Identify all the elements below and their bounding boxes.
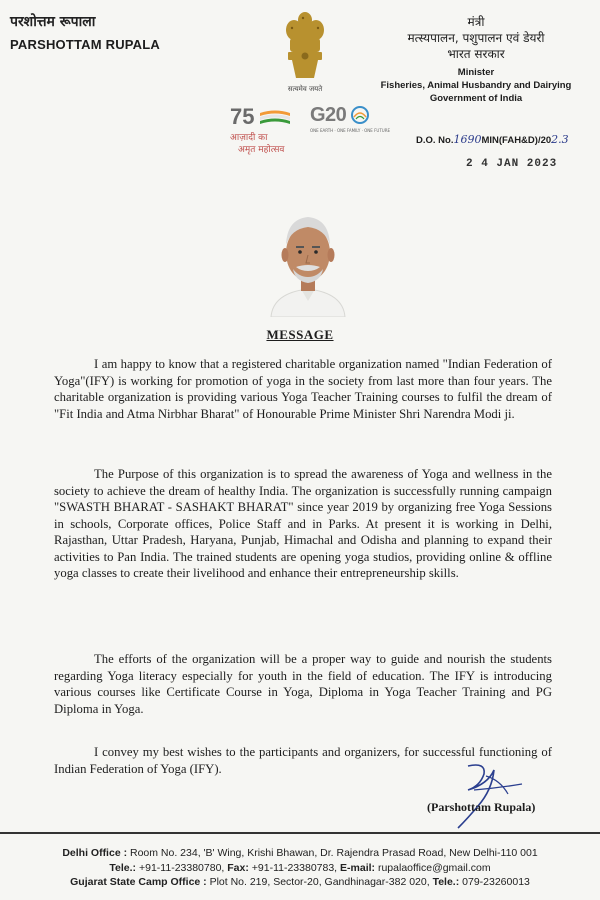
lotus-globe-icon <box>350 105 370 125</box>
national-emblem <box>276 8 334 98</box>
lion-capital-icon <box>282 8 328 84</box>
title-hindi: मंत्री <box>467 15 485 29</box>
minister-name-block <box>10 12 160 52</box>
g20-logo <box>310 104 390 154</box>
ministry-block <box>366 14 586 105</box>
message-paragraph-3: The efforts of the organization will be a proper way to guide and nourish the students regarding Yoga literacy especially for youth in the field of education. The IFY is introducing various courses like Certificate Course in Yoga, Diploma in Yoga Teacher Training and PG Diploma in Yoga. <box>54 652 552 716</box>
message-paragraph-4: I convey my best wishes to the participants and organizers, for successful functioning of Indian Federation of Yoga (IFY). <box>54 745 552 776</box>
footer-divider <box>0 832 600 834</box>
azadi-line-1: आज़ादी का <box>230 133 268 143</box>
do-number-line: D.O. No.1690MIN(FAH&D)/202.3 <box>416 133 569 146</box>
do-year-handwritten: 2.3 <box>551 133 569 146</box>
minister-name-hindi: परशोत्तम रूपाला <box>10 14 96 30</box>
govt-english: Government of India <box>429 93 523 104</box>
azadi-ka-amrit-mahotsav-logo <box>226 104 306 154</box>
g20-text: G20 <box>310 104 347 126</box>
azadi-number: 75 <box>230 104 255 129</box>
tricolour-flag-icon <box>260 110 290 126</box>
message-paragraph-2: The Purpose of this organization is to spread the awareness of Yoga and wellness in the society to achieve the dream of healthy India. The organization is successfully running campaign "SWASTH BHARAT - SASHAKT BHARAT" since year 2019 by organizing free Yoga Sessions in schools, Corporate offices, Police Staff and in Parks. At present it is working in Delhi, Rajasthan, Uttar Pradesh, Haryana, Punjab, Himachal and Odisha and planning to expand their activities to Pan India. The trained students are opening yoga studios, providing online & offline yoga classes to create their livelihood and enhance their entrepreneurship skills. <box>54 467 552 580</box>
ministry-hindi: मत्स्यपालन, पशुपालन एवं डेयरी <box>407 31 545 45</box>
azadi-line-2: अमृत महोत्सव <box>238 145 285 155</box>
minister-portrait <box>263 205 353 317</box>
ministry-english: Fisheries, Animal Husbandry and Dairying <box>380 80 572 91</box>
delhi-office-line: Delhi Office : Room No. 234, 'B' Wing, Krishi Bhawan, Dr. Rajendra Prasad Road, New Delhi-110 001 <box>62 847 538 859</box>
govt-hindi: भारत सरकार <box>447 47 505 61</box>
message-paragraph-1: I am happy to know that a registered charitable organization named "Indian Federation of Yoga"(IFY) is working for promotion of yoga in the society from last more than four years. The charitable organization is providing various Yoga Teacher Training courses to fulfil the dream of "Fit India and Atma Nirbhar Bharat" of Honourable Prime Minister Shri Narendra Modi ji. <box>54 357 552 421</box>
minister-name-english: PARSHOTTAM RUPALA <box>10 37 160 52</box>
handwritten-signature <box>438 760 528 830</box>
signatory-name: (Parshottam Rupala) <box>427 800 536 814</box>
contact-line: Tele.: +91-11-23380780, Fax: +91-11-23380783, E-mail: rupalaoffice@gmail.com <box>109 861 491 874</box>
date-stamp: 2 4 JAN 2023 <box>466 158 558 170</box>
g20-tagline: ONE EARTH · ONE FAMILY · ONE FUTURE <box>310 128 390 133</box>
gujarat-office-line: Gujarat State Camp Office : Plot No. 219, Sector-20, Gandhinagar-382 020, Tele.: 079-23260013 <box>70 876 530 888</box>
footer-address-block <box>0 846 600 890</box>
title-english: Minister <box>457 67 495 78</box>
message-title: MESSAGE <box>266 327 334 342</box>
do-number-handwritten: 1690 <box>453 133 482 146</box>
email-address: rupalaoffice@gmail.com <box>377 861 491 874</box>
emblem-motto: सत्यमेव जयते <box>287 85 323 93</box>
